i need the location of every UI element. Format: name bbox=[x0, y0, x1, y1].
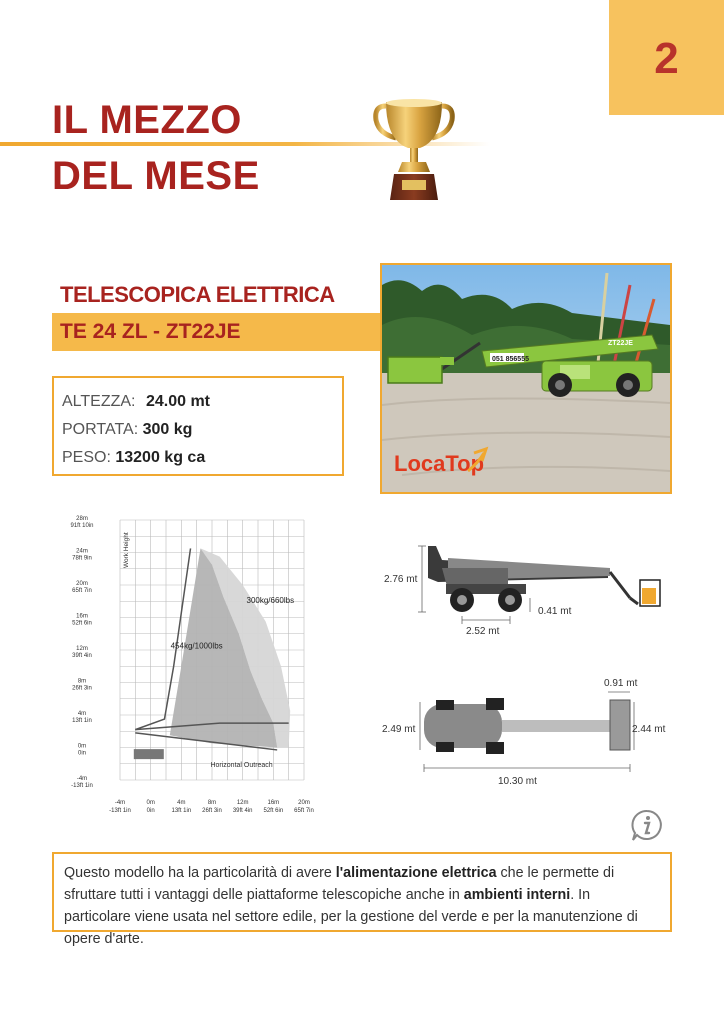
photo-phone: 051 856555 bbox=[492, 356, 529, 363]
description-text: Questo modello ha la particolarità di avere bbox=[64, 865, 336, 881]
y-tick-label-m: 16m bbox=[76, 613, 88, 620]
y-tick-label-m: 20m bbox=[76, 581, 88, 587]
y-tick-label-ft: 13ft 1in bbox=[72, 718, 92, 724]
spec-height bbox=[62, 388, 342, 416]
dim-basket-width: 2.44 mt bbox=[632, 724, 666, 735]
machine-photo bbox=[380, 263, 672, 494]
series-label-outer: 300kg/660lbs bbox=[246, 595, 295, 605]
y-tick-label-ft: -13ft 1in bbox=[71, 783, 93, 789]
y-tick-label-m: 8m bbox=[77, 678, 87, 685]
y-tick-label-ft: 78ft 9in bbox=[72, 555, 92, 562]
y-tick-label-ft: 39ft 4in bbox=[72, 653, 92, 659]
description-text: . In particolare viene usata nel settore edile, per la gestione del verde e per la manutenzione di opere d'arte. bbox=[64, 887, 638, 947]
y-tick-label-m: 0m bbox=[77, 743, 87, 750]
x-tick-label-ft: 52ft 6in bbox=[263, 808, 284, 814]
y-tick-label-m: 24m bbox=[76, 548, 88, 555]
x-axis-label: Horizontal Outreach bbox=[210, 762, 273, 769]
y-tick-label-m: 28m bbox=[76, 516, 88, 522]
dim-ground-clearance: 0.41 mt bbox=[538, 606, 572, 617]
y-tick-label-m: -4m bbox=[76, 776, 88, 782]
x-tick-label-m: 20m bbox=[298, 800, 310, 806]
dimension-drawings bbox=[378, 528, 674, 792]
x-tick-label-m: 8m bbox=[207, 800, 217, 806]
page-number: 2 bbox=[654, 34, 679, 83]
dim-width: 2.49 mt bbox=[382, 724, 416, 735]
specs-box bbox=[52, 376, 344, 476]
photo-model-tag: ZT22JE bbox=[608, 340, 633, 347]
working-range-chart bbox=[58, 508, 320, 826]
description-highlight: l'alimentazione elettrica bbox=[335, 865, 497, 881]
x-tick-label-ft: 39ft 4in bbox=[232, 808, 253, 814]
y-tick-label-m: 12m bbox=[76, 646, 88, 652]
page-number-badge bbox=[609, 0, 724, 115]
series-label-inner: 454kg/1000lbs bbox=[170, 641, 223, 651]
y-axis-label: Work Height bbox=[123, 532, 130, 568]
description-text: che le permette di sfruttare tutti i vantaggi delle piattaforme telescopiche anche in bbox=[64, 865, 615, 903]
spec-value: 300 kg bbox=[142, 421, 193, 438]
spec-label: PESO: bbox=[62, 449, 111, 466]
x-tick-label-ft: -13ft 1in bbox=[109, 808, 131, 814]
info-icon bbox=[630, 808, 664, 842]
x-tick-label-ft: 26ft 3in bbox=[202, 808, 222, 814]
y-tick-label-ft: 65ft 7in bbox=[72, 588, 92, 594]
spec-capacity bbox=[62, 416, 342, 444]
model-banner bbox=[52, 313, 382, 351]
x-tick-label-ft: 65ft 7in bbox=[294, 808, 314, 814]
spec-weight bbox=[62, 444, 342, 472]
x-tick-label-ft: 13ft 1in bbox=[171, 808, 192, 814]
y-tick-label-ft: 91ft 10in bbox=[70, 523, 94, 529]
machine-base bbox=[134, 749, 164, 759]
x-tick-label-m: 4m bbox=[177, 800, 186, 806]
dim-basket-depth: 0.91 mt bbox=[604, 678, 638, 689]
x-tick-label-m: 12m bbox=[236, 800, 249, 806]
y-tick-label-ft: 26ft 3in bbox=[72, 685, 92, 692]
x-tick-label-m: 16m bbox=[267, 800, 280, 806]
spec-label: PORTATA: bbox=[62, 421, 139, 438]
spec-value: 24.00 mt bbox=[145, 393, 210, 410]
description-highlight: ambienti interni bbox=[463, 887, 571, 903]
dim-length: 10.30 mt bbox=[498, 776, 537, 787]
y-tick-label-ft: 0in bbox=[77, 750, 87, 757]
x-tick-label-m: 0m bbox=[146, 800, 155, 806]
x-tick-label-m: -4m bbox=[114, 800, 126, 806]
spec-value: 13200 kg ca bbox=[115, 449, 206, 466]
x-tick-label-ft: 0in bbox=[146, 808, 155, 814]
side-view bbox=[384, 546, 660, 637]
machine-photo-illustration bbox=[382, 265, 670, 492]
spec-label: ALTEZZA: bbox=[62, 393, 136, 410]
dim-wheelbase: 2.52 mt bbox=[466, 626, 500, 637]
trophy-icon bbox=[372, 96, 456, 206]
dim-side-height: 2.76 mt bbox=[384, 574, 418, 585]
product-category: TELESCOPICA ELETTRICA bbox=[60, 282, 335, 307]
locatop-logo: LocaTop bbox=[394, 451, 485, 476]
y-tick-label-m: 4m bbox=[77, 711, 87, 717]
page-title-line1: IL MEZZO bbox=[52, 98, 242, 142]
description-box bbox=[52, 852, 672, 947]
y-tick-label-ft: 52ft 6in bbox=[72, 620, 92, 627]
page-title-line2: DEL MESE bbox=[52, 154, 260, 198]
product-model: TE 24 ZL - ZT22JE bbox=[60, 320, 241, 343]
top-view bbox=[382, 678, 666, 787]
